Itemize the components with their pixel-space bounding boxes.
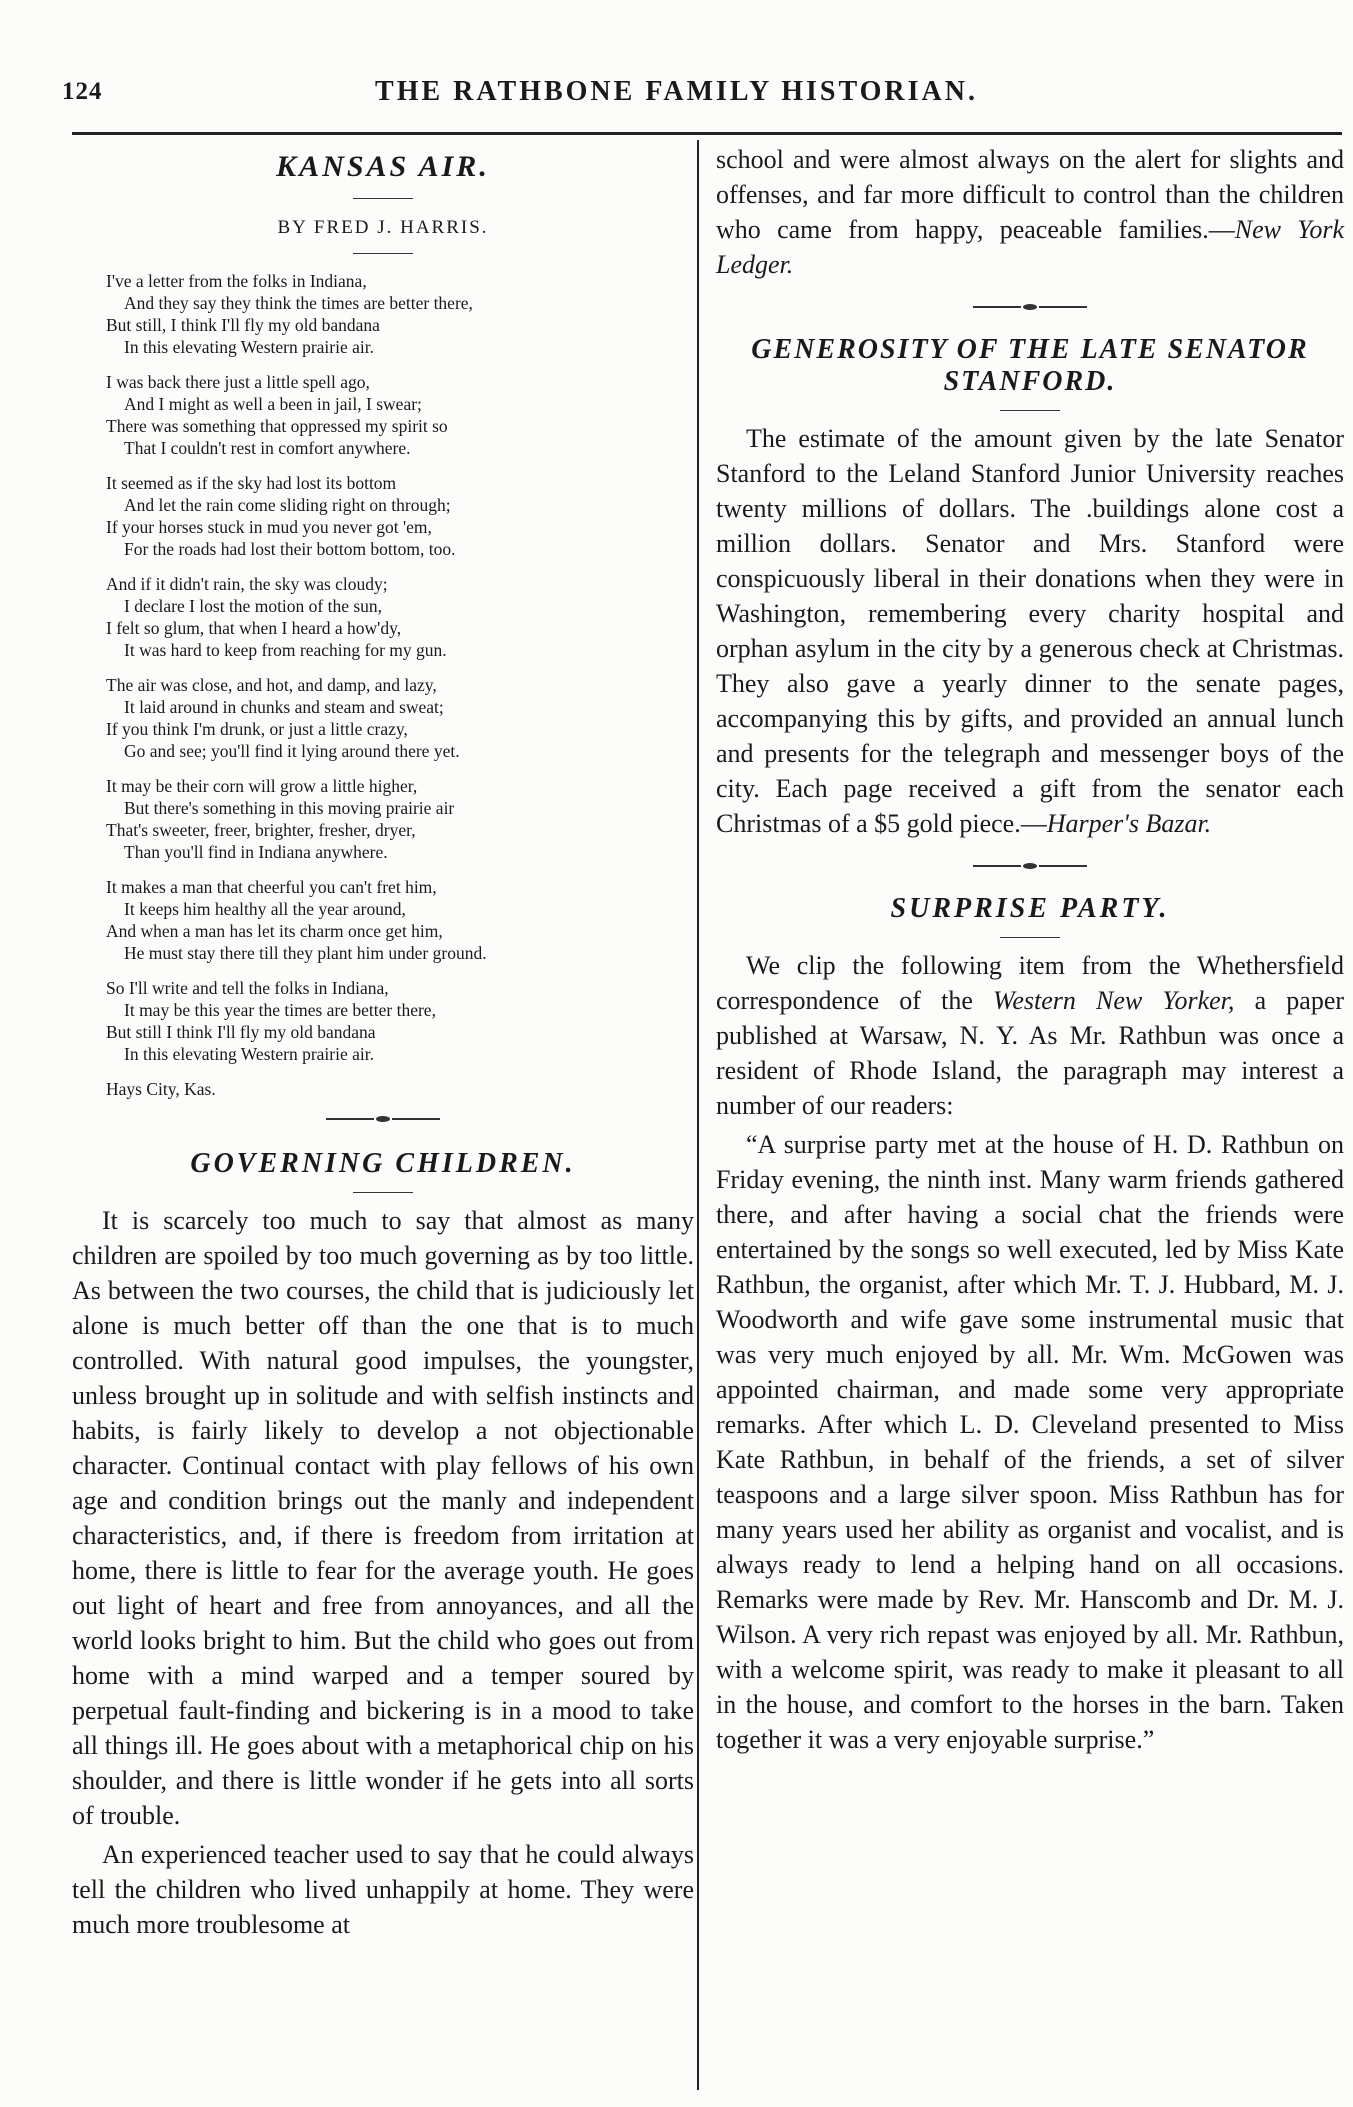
poem-line: It laid around in chunks and steam and sweat;: [124, 697, 444, 717]
poem-stanza: [106, 573, 694, 661]
kansas-air-byline: BY FRED J. HARRIS.: [277, 217, 489, 238]
poem-stanza: [106, 775, 694, 863]
surprise-party-intro: We clip the following item from the Whethersfield correspondence of the Western New Yorker, a paper published at Warsaw, N. Y. As Mr. Rathbun was once a resident of Rhode Island, the paragraph may interest a number of our readers:: [716, 951, 1345, 1120]
kansas-air-title: KANSAS AIR.: [276, 150, 490, 183]
newspaper-name: Western New Yorker,: [993, 986, 1235, 1015]
poem-line: If your horses stuck in mud you never got 'em,: [106, 517, 432, 537]
generosity-paragraph: The estimate of the amount given by the late Senator Stanford to the Leland Stanford Junior University reaches twenty millions of dollars. The .buildings alone cost a million dollars. Senator and Mrs. Stanford were conspicuously liberal in their donations when they were in Washington, remembering every charity hospital and orphan asylum in the city by a generous check at Christmas. They also gave a yearly dinner to the senate pages, accompanying this by gifts, and provided an annual lunch and presents for the telegraph and messenger boys of the city. Each page received a gift from the senator each Christmas of a $5 gold piece.—Harper's Bazar.: [716, 424, 1344, 838]
byline-rule: [353, 253, 413, 254]
governing-children-title: GOVERNING CHILDREN.: [190, 1148, 576, 1179]
title-rule: [1000, 410, 1060, 411]
poem-line: And they say they think the times are better there,: [124, 293, 473, 313]
title-rule: [353, 198, 413, 199]
governing-children-paragraph: It is scarcely too much to say that almost as many children are spoiled by too much governing as by too little. As between the two courses, the child that is judiciously let alone is much better off than the one that is to much controlled. With natural good impulses, the youngster, unless brought up in solitude and with selfish instincts and habits, is fairly likely to develop a not objectionable character. Continual contact with play fellows of his own age and condition brings out the manly and independent characteristics, and, if there is freedom from irritation at home, there is little to fear for the average youth. He goes out light of heart and free from annoyances, and all the world looks bright to him. But the child who goes out from home with a mind warped and a temper soured by perpetual fault-finding and bickering is in a mood to take all things ill. He goes about with a metaphorical chip on his shoulder, and there is little wonder if he gets into all sorts of trouble.: [72, 1206, 694, 1830]
poem-line: It makes a man that cheerful you can't fret him,: [106, 877, 437, 897]
section-ornament: [716, 304, 1344, 310]
poem-stanza: [106, 674, 694, 762]
poem-line: It keeps him healthy all the year around,: [124, 899, 406, 919]
poem-line: And when a man has let its charm once get him,: [106, 921, 443, 941]
generosity-title: GENEROSITY OF THE LATE SENATOR STANFORD.: [751, 334, 1309, 397]
poem-stanza: [106, 472, 694, 560]
poem-line: And I might as well a been in jail, I swear;: [124, 394, 422, 414]
poem-line: In this elevating Western prairie air.: [124, 337, 374, 357]
poem-line: It was hard to keep from reaching for my gun.: [124, 640, 447, 660]
governing-children-paragraph: An experienced teacher used to say that he could always tell the children who lived unhappily at home. They were much more troublesome at: [72, 1840, 694, 1939]
poem-line: The air was close, and hot, and damp, and lazy,: [106, 675, 437, 695]
poem-line: And if it didn't rain, the sky was cloudy;: [106, 574, 388, 594]
poem-line: And let the rain come sliding right on through;: [124, 495, 451, 515]
poem-line: He must stay there till they plant him under ground.: [124, 943, 487, 963]
poem-line: I felt so glum, that when I heard a how'dy,: [106, 618, 402, 638]
kansas-air-poem: [72, 270, 694, 1100]
section-ornament: [72, 1116, 694, 1122]
poem-line: But there's something in this moving prairie air: [124, 798, 455, 818]
poem-line: So I'll write and tell the folks in Indiana,: [106, 978, 389, 998]
poem-line: That I couldn't rest in comfort anywhere.: [124, 438, 411, 458]
header-rule: [72, 132, 1342, 135]
title-rule: [1000, 937, 1060, 938]
poem-stanza: [106, 270, 694, 358]
left-column: [72, 140, 694, 1942]
poem-line: I was back there just a little spell ago,: [106, 372, 370, 392]
poem-line: In this elevating Western prairie air.: [124, 1044, 374, 1064]
poem-line: There was something that oppressed my spirit so: [106, 416, 448, 436]
title-rule: [353, 1192, 413, 1193]
surprise-party-quote: “A surprise party met at the house of H. D. Rathbun on Friday evening, the ninth inst. Many warm friends gathered there, and after having a social chat the friends were entertained by the songs so well executed, led by Miss Kate Rathbun, the organist, after which Mr. T. J. Hubbard, M. J. Woodworth and wife gave some instrumental music that was very much enjoyed by all. Mr. Wm. McGowen was appointed chairman, and made some very appropriate remarks. After which L. D. Cleveland presented to Miss Kate Rathbun, in behalf of the friends, a set of silver teaspoons and a large silver spoon. Miss Rathbun has for many years used her ability as organist and vocalist, and is always ready to lend a helping hand on all occasions. Remarks were made by Rev. Mr. Hanscomb and Dr. M. J. Wilson. A very rich repast was enjoyed by all. Mr. Rathbun, with a welcome spirit, was ready to make it pleasant to all in the house, and comfort to the horses in the barn. Taken together it was a very enjoyable surprise.”: [716, 1130, 1344, 1754]
source-credit: New York Ledger.: [716, 215, 1344, 279]
source-credit: Harper's Bazar.: [1046, 809, 1212, 838]
poem-line: Than you'll find in Indiana anywhere.: [124, 842, 388, 862]
section-ornament: [716, 863, 1344, 869]
poem-line: But still I think I'll fly my old bandana: [106, 1022, 376, 1042]
running-title: THE RATHBONE FAMILY HISTORIAN.: [375, 76, 978, 107]
poem-line: But still, I think I'll fly my old bandana: [106, 315, 380, 335]
poem-line: That's sweeter, freer, brighter, fresher, dryer,: [106, 820, 416, 840]
poem-place: Hays City, Kas.: [106, 1079, 216, 1099]
page-number: 124: [62, 78, 103, 105]
poem-line: Go and see; you'll find it lying around there yet.: [124, 741, 460, 761]
poem-line: I declare I lost the motion of the sun,: [124, 596, 383, 616]
poem-stanza: [106, 876, 694, 964]
governing-children-continuation: school and were almost always on the alert for slights and offenses, and far more difficult to control than the children who came from happy, peaceable families.—New York Ledger.: [716, 145, 1344, 279]
poem-line: I've a letter from the folks in Indiana,: [106, 271, 367, 291]
surprise-party-title: SURPRISE PARTY.: [890, 893, 1170, 924]
poem-stanza: [106, 371, 694, 459]
poem-line: If you think I'm drunk, or just a little crazy,: [106, 719, 408, 739]
poem-line: It seemed as if the sky had lost its bottom: [106, 473, 397, 493]
poem-stanza: [106, 977, 694, 1065]
poem-line: For the roads had lost their bottom bottom, too.: [124, 539, 456, 559]
column-divider: [697, 140, 699, 2090]
right-column: [716, 140, 1344, 1757]
poem-line: It may be this year the times are better there,: [124, 1000, 436, 1020]
poem-line: It may be their corn will grow a little higher,: [106, 776, 418, 796]
